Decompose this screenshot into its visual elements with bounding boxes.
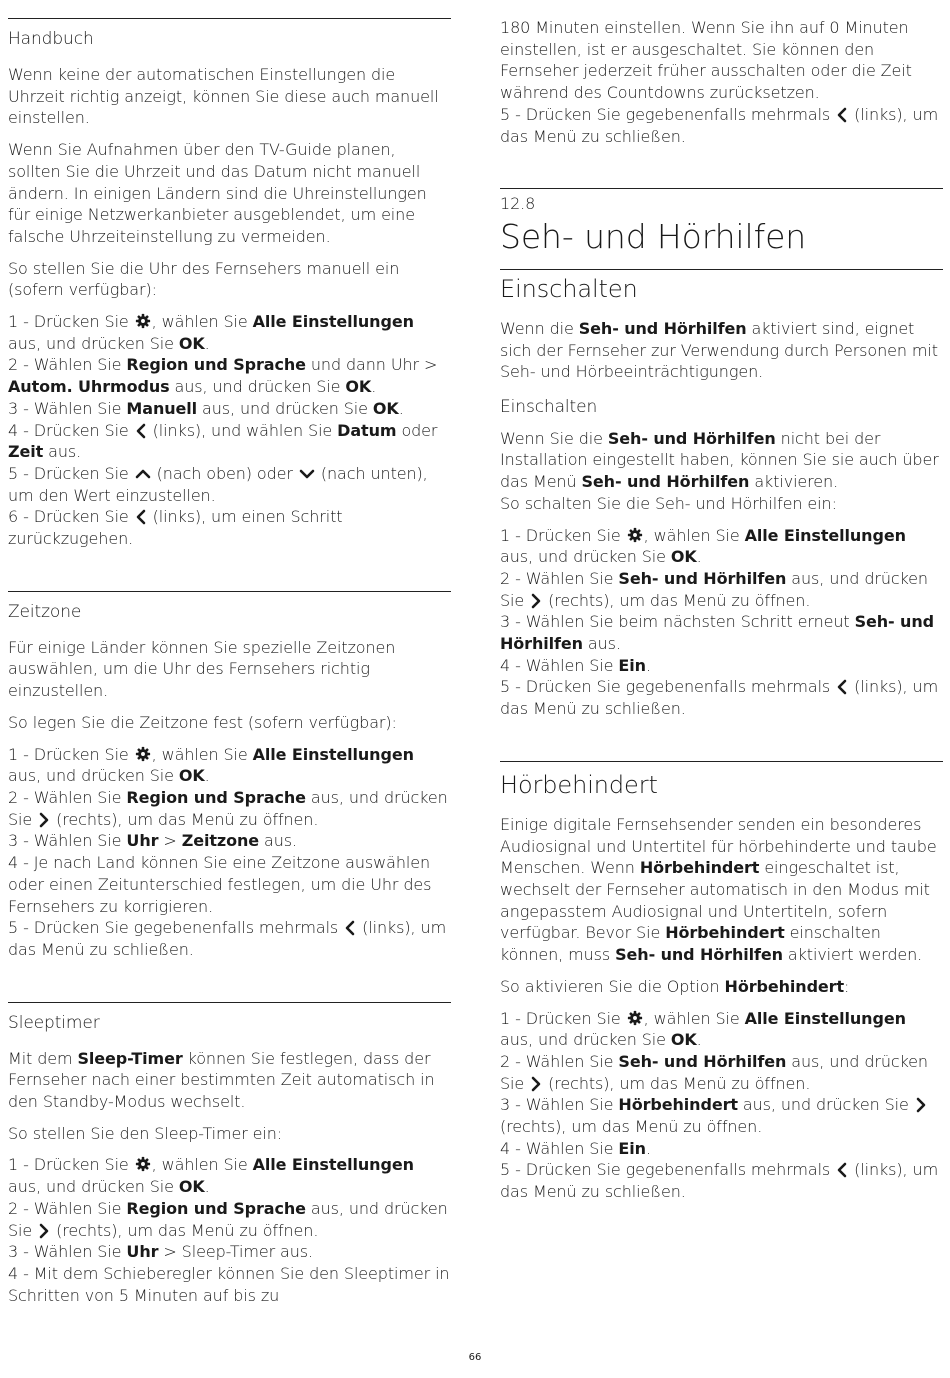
chevron-right-icon [529,1076,543,1092]
chevron-left-icon [835,1162,849,1178]
paragraph: So stellen Sie die Uhr des Fernsehers manuell ein (sofern verfügbar): [8,258,400,300]
step-4: 4 - Wählen Sie Ein. [500,655,651,675]
step-1: 1 - Drücken Sie , wählen Sie Alle Einstellungen aus, und drücken Sie OK. [500,1008,906,1050]
chevron-left-icon [134,423,148,439]
chevron-left-icon [343,920,357,936]
gear-icon [134,312,152,330]
step-5: 5 - Drücken Sie gegebenenfalls mehrmals (links), um das Menü zu schließen. [500,104,939,146]
step-4: 4 - Drücken Sie (links), und wählen Sie Datum oder Zeit aus. [8,420,438,462]
section-title-handbuch: Handbuch [8,29,94,49]
chevron-right-icon [37,812,51,828]
paragraph: Wenn Sie Aufnahmen über den TV-Guide planen, sollten Sie die Uhrzeit und das Datum nicht manuell ändern. In einigen Ländern sind die Uhreinstellungen für einige Netzwerkanbieter ausgeblendet, um eine falsche Uhrzeiteinstellung zu vermeiden. [8,140,427,246]
chapter-divider [500,188,943,189]
paragraph: 180 Minuten einstellen. Wenn Sie ihn auf 0 Minuten einstellen, ist er ausgeschaltet. Sie können den Fernseher jederzeit früher ausschalten oder die Zeit während des Countdowns zurücksetzen. [500,18,912,103]
section-divider [500,269,943,270]
page-number: 66 [468,1352,482,1363]
paragraph: So aktivieren Sie die Option Hörbehindert: [500,976,850,996]
step-5: 5 - Drücken Sie gegebenenfalls mehrmals (links), um das Menü zu schließen. [500,1160,939,1202]
paragraph: Wenn keine der automatischen Einstellungen die Uhrzeit richtig anzeigt, können Sie diese auch manuell einstellen. [8,65,439,128]
section-divider [500,761,943,762]
chevron-up-icon [134,466,152,482]
gear-icon [134,1155,152,1173]
chevron-left-icon [835,107,849,123]
gear-icon [134,745,152,763]
step-1: 1 - Drücken Sie , wählen Sie Alle Einstellungen aus, und drücken Sie OK. [500,525,906,567]
step-5: 5 - Drücken Sie gegebenenfalls mehrmals (links), um das Menü zu schließen. [500,677,939,719]
step-3: 3 - Wählen Sie Uhr > Zeitzone aus. [8,831,297,851]
step-5: 5 - Drücken Sie gegebenenfalls mehrmals (links), um das Menü zu schließen. [8,918,447,959]
chevron-left-icon [134,509,148,525]
section-divider [8,591,451,592]
left-column [8,0,451,1306]
section-heading-einschalten: Einschalten [500,274,638,303]
step-3: 3 - Wählen Sie Manuell aus, und drücken Sie OK. [8,398,404,418]
step-3: 3 - Wählen Sie Uhr > Sleep-Timer aus. [8,1242,314,1262]
step-5: 5 - Drücken Sie (nach oben) oder (nach unten), um den Wert einzustellen. [8,463,428,505]
section-divider [8,1002,451,1003]
step-3: 3 - Wählen Sie beim nächsten Schritt erneut Seh- und Hörhilfen aus. [500,612,934,654]
right-column [500,0,943,1203]
chapter-title: Seh- und Hörhilfen [500,216,807,256]
paragraph: So schalten Sie die Seh- und Hörhilfen ein: [500,493,837,513]
paragraph: Für einige Länder können Sie spezielle Zeitzonen auswählen, um die Uhr des Fernsehers richtig einzustellen. [8,637,396,701]
chevron-right-icon [37,1223,51,1239]
paragraph: Einige digitale Fernsehsender senden ein besonderes Audiosignal und Untertitel für hörbehinderte und taube Menschen. Wenn Hörbehindert eingeschaltet ist, wechselt der Fernseher automatisch in den Modus mit angepasstem Audiosignal und Untertiteln, sofern verfügbar. Bevor Sie Hörbehindert einschalten können, muss Seh- und Hörhilfen aktiviert werden. [500,814,937,965]
step-2: 2 - Wählen Sie Region und Sprache aus, und drücken Sie (rechts), um das Menü zu öffnen. [8,787,448,829]
chevron-right-icon [914,1097,928,1113]
step-2: 2 - Wählen Sie Region und Sprache aus, und drücken Sie (rechts), um das Menü zu öffnen. [8,1198,448,1240]
chevron-down-icon [298,466,316,482]
chapter-number: 12.8 [500,194,536,214]
step-1: 1 - Drücken Sie , wählen Sie Alle Einstellungen aus, und drücken Sie OK. [8,744,414,786]
step-1: 1 - Drücken Sie , wählen Sie Alle Einstellungen aus, und drücken Sie OK. [8,1155,414,1197]
subheading-einschalten: Einschalten [500,397,598,418]
step-4: 4 - Je nach Land können Sie eine Zeitzone auswählen oder einen Zeitunterschied festlegen, um die Uhr des Fernsehers zu korrigieren. [8,853,432,916]
section-divider [8,18,451,19]
step-6: 6 - Drücken Sie (links), um einen Schritt zurückzugehen. [8,507,343,549]
step-4: 4 - Mit dem Schieberegler können Sie den Sleeptimer in Schritten von 5 Minuten auf bis zu [8,1263,450,1305]
section-heading-hoerbehindert: Hörbehindert [500,770,658,799]
paragraph: Wenn Sie die Seh- und Hörhilfen nicht bei der Installation eingestellt haben, können Sie sie auch über das Menü Seh- und Hörhilfen aktivieren. [500,428,939,492]
step-2: 2 - Wählen Sie Seh- und Hörhilfen aus, und drücken Sie (rechts), um das Menü zu öffnen. [500,1051,928,1093]
paragraph: So stellen Sie den Sleep-Timer ein: [8,1123,283,1143]
step-3: 3 - Wählen Sie Hörbehindert aus, und drücken Sie (rechts), um das Menü zu öffnen. [500,1094,943,1137]
step-1: 1 - Drücken Sie , wählen Sie Alle Einstellungen aus, und drücken Sie OK. [8,312,414,353]
chevron-left-icon [835,679,849,695]
gear-icon [626,526,644,544]
paragraph: So legen Sie die Zeitzone fest (sofern verfügbar): [8,712,397,732]
step-2: 2 - Wählen Sie Seh- und Hörhilfen aus, und drücken Sie (rechts), um das Menü zu öffnen. [500,568,928,610]
step-2: 2 - Wählen Sie Region und Sprache und dann Uhr > Autom. Uhrmodus aus, und drücken Sie OK. [8,355,438,397]
paragraph: Mit dem Sleep-Timer können Sie festlegen, dass der Fernseher nach einer bestimmten Zeit automatisch in den Standby-Modus wechselt. [8,1048,435,1112]
chevron-right-icon [529,593,543,609]
section-title-zeitzone: Zeitzone [8,601,82,622]
step-4: 4 - Wählen Sie Ein. [500,1138,651,1158]
gear-icon [626,1009,644,1027]
paragraph: Wenn die Seh- und Hörhilfen aktiviert sind, eignet sich der Fernseher zur Verwendung durch Personen mit Seh- und Hörbeeinträchtigungen. [500,318,938,382]
section-title-sleeptimer: Sleeptimer [8,1012,100,1033]
